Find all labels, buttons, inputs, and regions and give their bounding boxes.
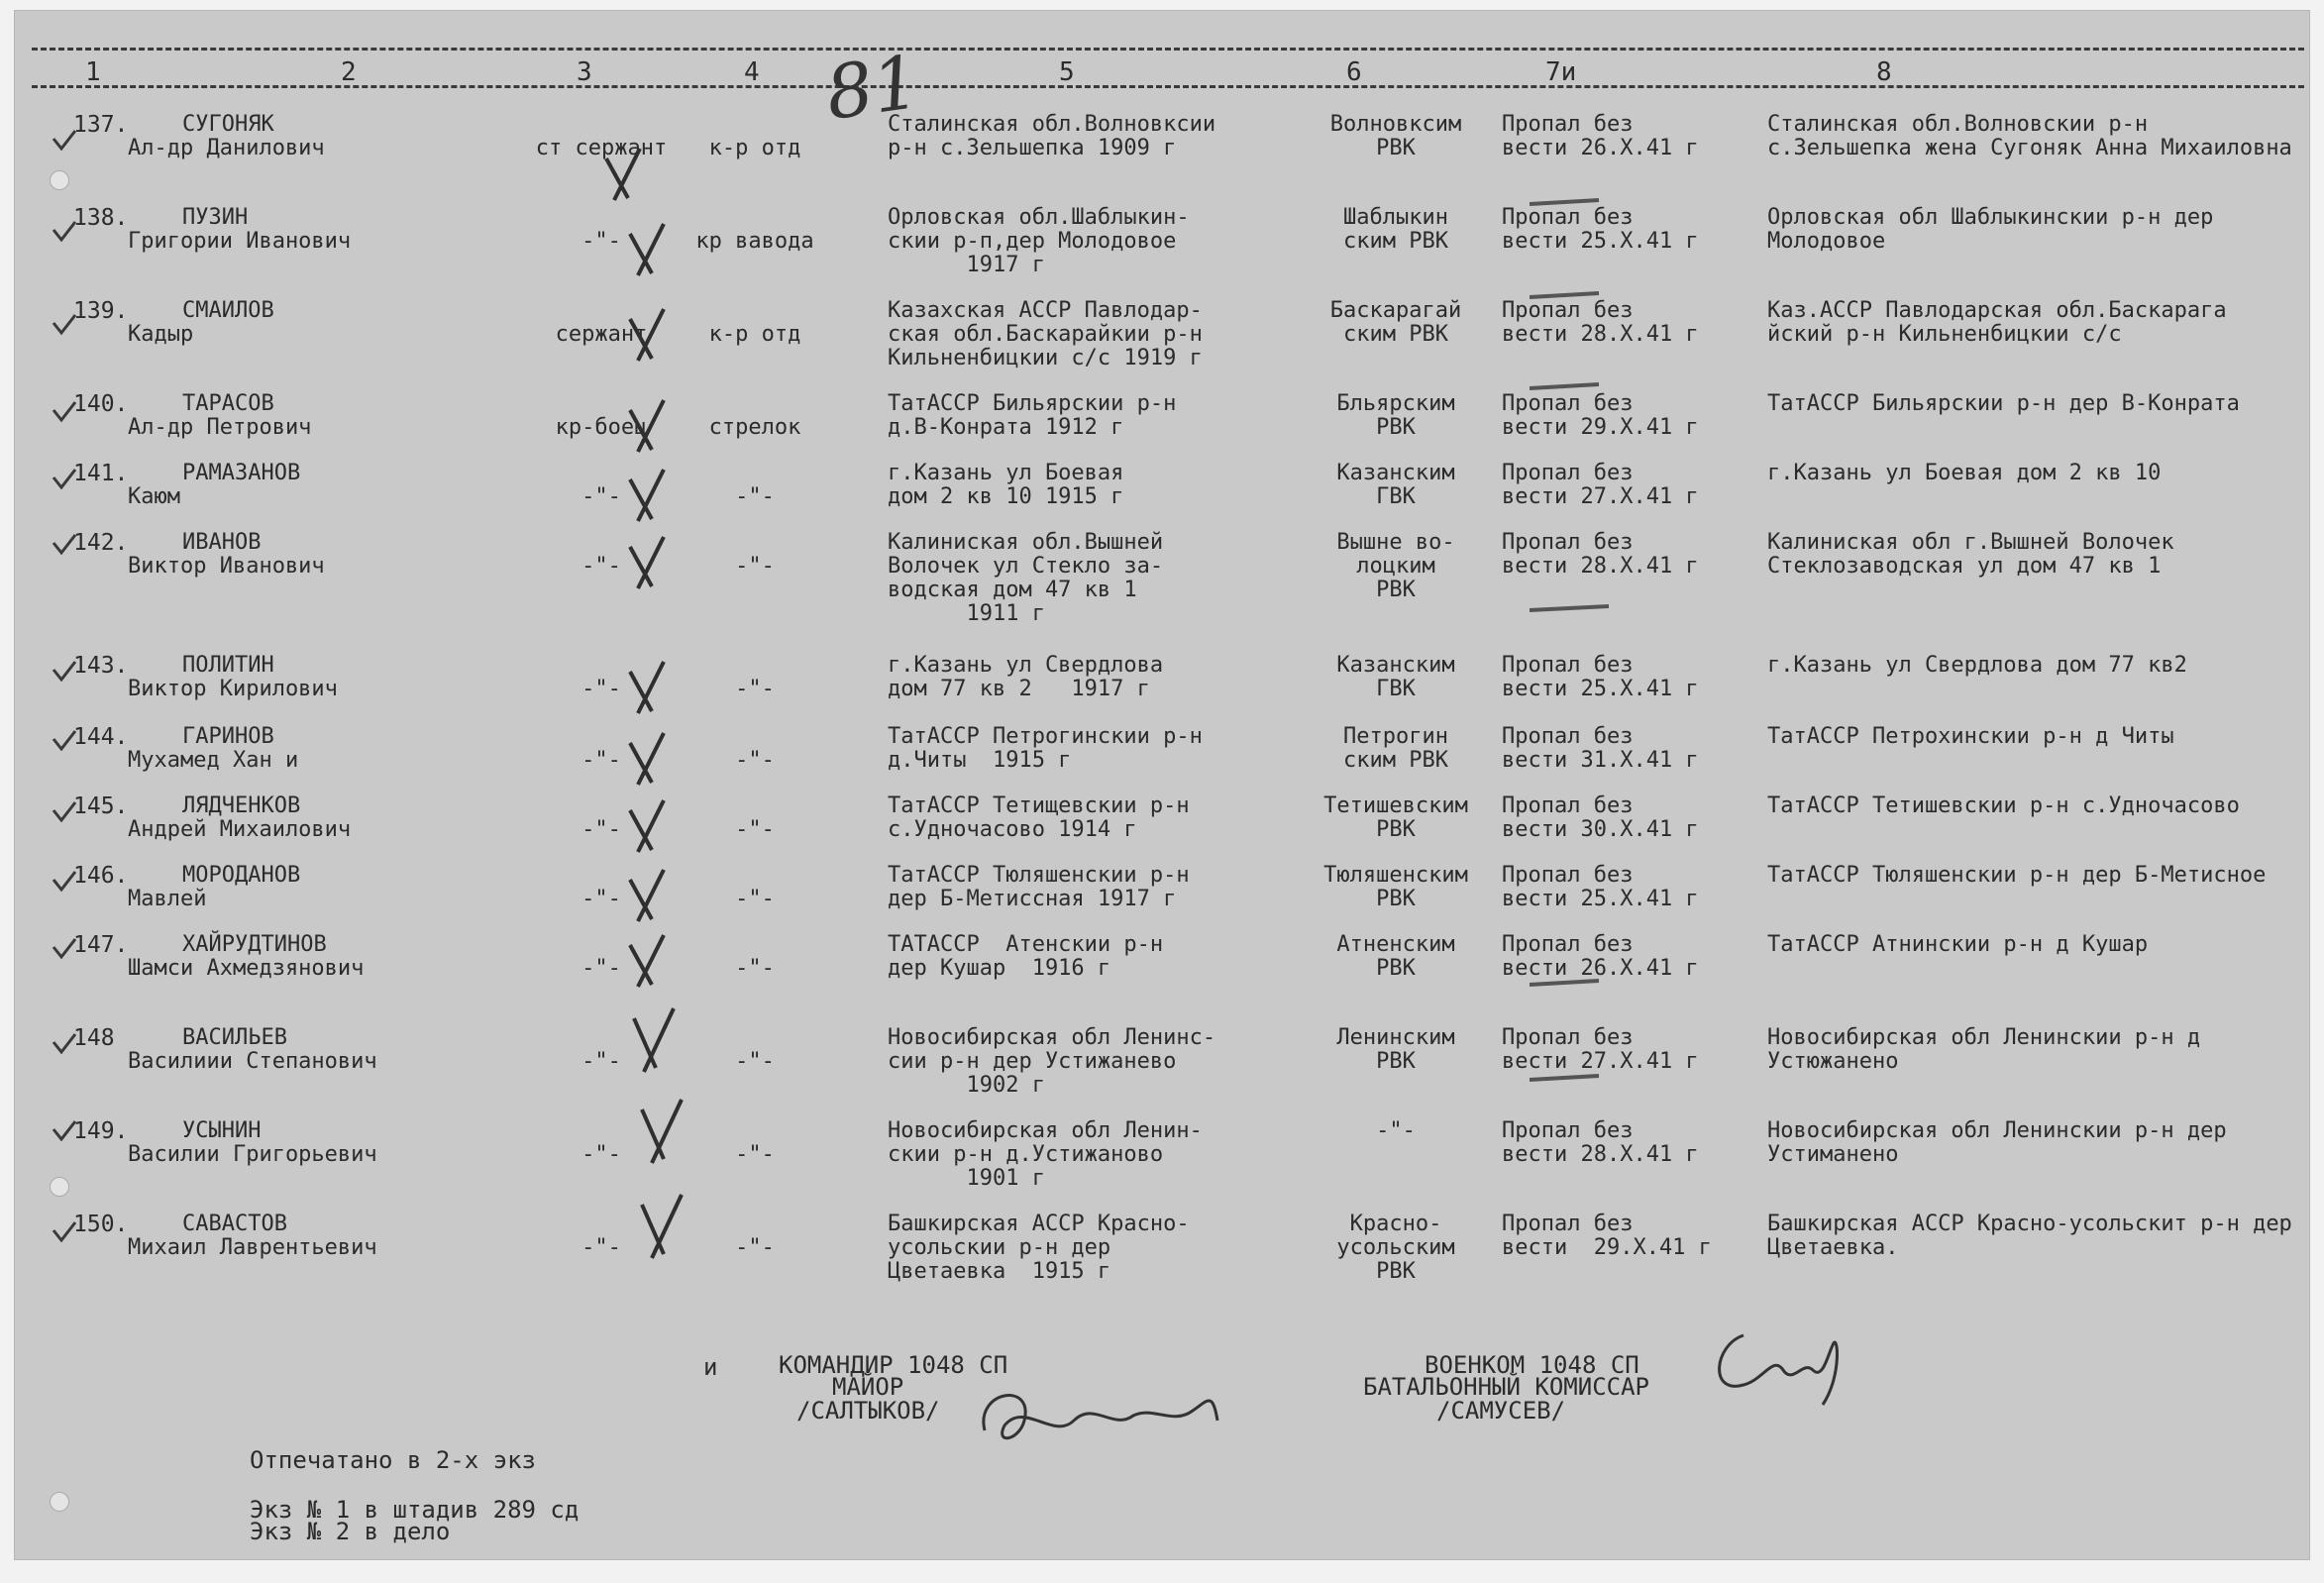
draft-office: Ленинским РВК [1336,1025,1455,1074]
draft-office: Тетишевским РВК [1323,793,1468,842]
relative-address: Новосибирская обл Ленинскии р-н дер Устиманено [1767,1118,2227,1167]
birth-place: г.Казань ул Боевая дом 2 кв 10 1915 г [888,461,1124,509]
record-number: 143. [73,653,129,679]
record-number: 138. [73,205,129,231]
commander-title: КОМАНДИР 1048 СП [779,1351,1008,1379]
check-mark [53,131,75,149]
position: к-р отд [708,322,801,347]
rank: -"- [581,748,621,773]
fate: Пропал без вести 25.X.41 г [1502,863,1699,911]
cross-mark [630,733,664,785]
given-name: Мавлей [128,887,207,911]
handwritten-page-mark: 81 [820,39,925,138]
cross-mark [642,1100,682,1163]
fate: Пропал без вести 28.X.41 г [1502,530,1699,579]
check-mark [53,222,75,240]
check-mark [53,1034,75,1052]
cross-mark [630,935,664,987]
check-mark [53,731,75,749]
rank: -"- [581,484,621,509]
column-header: 7и [1545,57,1577,87]
cross-mark [630,470,664,521]
copies-note: Отпечатано в 2-х экз [250,1446,536,1474]
surname: СУГОНЯК [182,112,274,137]
fate: Пропал без вести 29.X.41 г [1502,1212,1712,1260]
draft-office: Баскарагай ским РВК [1329,298,1462,347]
cross-mark [630,309,664,361]
position: -"- [735,887,775,911]
fate: Пропал без вести 27.X.41 г [1502,461,1699,509]
relative-address: г.Казань ул Свердлова дом 77 кв2 [1767,653,2187,678]
relative-address: г.Казань ул Боевая дом 2 кв 10 [1767,461,2162,485]
draft-office: Красно- усольским РВК [1336,1212,1455,1284]
rank: -"- [581,677,621,701]
relative-address: Калиниская обл г.Вышней Волочек Стеклозаводская ул дом 47 кв 1 [1767,530,2174,579]
cross-mark [630,800,664,852]
draft-office: Атненским РВК [1336,932,1455,981]
given-name: Григории Иванович [128,229,352,254]
birth-place: ТатАССР Бильярскии р-н д.В-Конрата 1912 г [888,391,1177,440]
given-name: Ал-др Петрович [128,415,312,440]
surname: ЛЯДЧЕНКОВ [182,793,301,818]
rank: -"- [581,554,621,579]
surname: ТАРАСОВ [182,391,274,416]
fate: Пропал без вести 25.X.41 г [1502,205,1699,254]
draft-office: Бльярским РВК [1336,391,1455,440]
cross-mark [634,1008,674,1072]
rank: -"- [581,1049,621,1074]
surname: САВАСТОВ [182,1212,287,1236]
surname: РАМАЗАНОВ [182,461,301,485]
column-header: 4 [744,57,760,87]
record-number: 137. [73,112,129,138]
check-mark [53,402,75,420]
column-header: 5 [1059,57,1075,87]
given-name: Андрей Михаилович [128,817,352,842]
commissar-rank: БАТАЛЬОННЫЙ КОМИССАР [1363,1373,1649,1401]
check-mark [53,1222,75,1240]
draft-office: Вышне во- лоцким РВК [1336,530,1455,602]
position: к-р отд [708,136,801,160]
punch-hole [50,170,69,190]
fate: Пропал без вести 26.X.41 г [1502,112,1699,160]
given-name: Василии Григорьевич [128,1142,377,1167]
birth-place: ТатАССР Петрогинскии р-н д.Читы 1915 г [888,724,1203,773]
rank: -"- [581,1142,621,1167]
check-mark [53,662,75,680]
position: -"- [735,1235,775,1260]
given-name: Михаил Лаврентьевич [128,1235,377,1260]
surname: ИВАНОВ [182,530,262,555]
position: кр вавода [695,229,814,254]
cross-mark [630,400,664,452]
record-number: 139. [73,298,129,324]
copy-1-note: Экз № 1 в штадив 289 сд [250,1496,580,1524]
cross-mark [642,1195,682,1258]
column-header: 2 [341,57,357,87]
commander-rank: МАЙОР [832,1373,904,1401]
commissar-title: ВОЕНКОМ 1048 СП [1425,1351,1639,1379]
rank: -"- [581,229,621,254]
relative-address: ТатАССР Тетишевскии р-н с.Удночасово [1767,793,2240,818]
given-name: Василиии Степанович [128,1049,377,1074]
given-name: Виктор Иванович [128,554,325,579]
commissar-signature [1704,1316,1862,1425]
relative-address: ТатАССР Бильярскии р-н дер В-Конрата [1767,391,2240,416]
surname: ХАЙРУДТИНОВ [182,932,327,957]
fate: Пропал без вести 26.X.41 г [1502,932,1699,981]
birth-place: Новосибирская обл Ленинс- сии р-н дер Устижанево 1902 г [888,1025,1216,1098]
check-mark [53,470,75,487]
position: -"- [735,677,775,701]
cross-mark [630,870,664,921]
record-number: 141. [73,461,129,486]
fate: Пропал без вести 29.X.41 г [1502,391,1699,440]
rank: сержант [555,322,648,347]
position: -"- [735,1142,775,1167]
fate: Пропал без вести 31.X.41 г [1502,724,1699,773]
relative-address: Сталинская обл.Волновскии р-н с.Зельшепка жена Сугоняк Анна Михаиловна [1767,112,2292,160]
record-number: 148 [73,1025,115,1051]
record-number: 147. [73,932,129,958]
position: -"- [735,484,775,509]
check-mark [53,802,75,820]
birth-place: г.Казань ул Свердлова дом 77 кв 2 1917 г [888,653,1164,701]
birth-place: Казахская АССР Павлодар- ская обл.Баскарайкии р-н Кильненбицкии с/с 1919 г [888,298,1203,370]
birth-place: Новосибирская обл Ленин- скии р-н д.Устижаново 1901 г [888,1118,1203,1191]
relative-address: Башкирская АССР Красно-усольскит р-н дер Цветаевка. [1767,1212,2292,1260]
document-sheet [14,10,2310,1560]
cross-mark [606,149,640,200]
position: -"- [735,817,775,842]
relative-address: Каз.АССР Павлодарская обл.Баскарага йский р-н Кильненбицкии с/с [1767,298,2227,347]
cross-mark [630,537,664,588]
surname: ПУЗИН [182,205,249,230]
record-number: 144. [73,724,129,750]
position: -"- [735,1049,775,1074]
fate: Пропал без вести 27.X.41 г [1502,1025,1699,1074]
rank: -"- [581,956,621,981]
relative-address: ТатАССР Атнинскии р-н д Кушар [1767,932,2149,957]
commissar-name: /САМУСЕВ/ [1436,1397,1566,1425]
punch-hole [50,1177,69,1197]
given-name: Виктор Кирилович [128,677,338,701]
surname: ГАРИНОВ [182,724,274,749]
record-number: 146. [73,863,129,889]
position: -"- [735,748,775,773]
draft-office: Шаблыкин ским РВК [1343,205,1448,254]
position: -"- [735,554,775,579]
position: стрелок [708,415,801,440]
rank: -"- [581,1235,621,1260]
punch-hole [50,1492,69,1512]
handwritten-check-marks [14,10,2310,1401]
commander-name: /САЛТЫКОВ/ [796,1397,940,1425]
draft-office: Волновксим РВК [1329,112,1462,160]
relative-address: Орловская обл Шаблыкинскии р-н дер Молодовое [1767,205,2214,254]
surname: МОРОДАНОВ [182,863,301,888]
cross-mark [630,224,664,275]
birth-place: ТатАССР Тетищевскии р-н с.Удночасово 1914 г [888,793,1190,842]
draft-office: Казанским ГВК [1336,461,1455,509]
rank: ст сержант [535,136,668,160]
check-mark [53,939,75,957]
birth-place: Калиниская обл.Вышней Волочек ул Стекло за- водская дом 47 кв 1 1911 г [888,530,1164,626]
draft-office: Петрогин ским РВК [1343,724,1448,773]
surname: ПОЛИТИН [182,653,274,678]
rank: кр-боец [555,415,648,440]
birth-place: Башкирская АССР Красно- усольскии р-н дер Цветаевка 1915 г [888,1212,1190,1284]
rank: -"- [581,817,621,842]
given-name: Каюм [128,484,180,509]
check-mark [53,535,75,553]
position: -"- [735,956,775,981]
column-header: 1 [85,57,101,87]
column-header: 8 [1876,57,1892,87]
birth-place: ТатАССР Тюляшенскии р-н дер Б-Метиссная 1917 г [888,863,1190,911]
stray-letter: и [703,1353,718,1381]
record-number: 140. [73,391,129,417]
record-number: 149. [73,1118,129,1144]
copy-2-note: Экз № 2 в дело [250,1518,451,1545]
relative-address: Новосибирская обл Ленинскии р-н д Устюжанено [1767,1025,2201,1074]
given-name: Кадыр [128,322,194,347]
draft-office: Тюляшенским РВК [1323,863,1468,911]
surname: ВАСИЛЬЕВ [182,1025,287,1050]
check-mark [53,1121,75,1139]
given-name: Шамси Ахмедзянович [128,956,365,981]
relative-address: ТатАССР Петрохинскии р-н д Читы [1767,724,2174,749]
record-number: 142. [73,530,129,556]
rank: -"- [581,887,621,911]
fate: Пропал без вести 25.X.41 г [1502,653,1699,701]
check-mark [53,315,75,333]
surname: СМАИЛОВ [182,298,274,323]
record-number: 145. [73,793,129,819]
fate: Пропал без вести 30.X.41 г [1502,793,1699,842]
relative-address: ТатАССР Тюляшенскии р-н дер Б-Метисное [1767,863,2267,888]
fate: Пропал без вести 28.X.41 г [1502,1118,1699,1167]
birth-place: Орловская обл.Шаблыкин- скии р-п,дер Молодовое 1917 г [888,205,1190,277]
column-header: 3 [577,57,592,87]
birth-place: ТАТАССР Атенскии р-н дер Кушар 1916 г [888,932,1164,981]
record-number: 150. [73,1212,129,1237]
surname: УСЫНИН [182,1118,262,1143]
check-mark [53,872,75,890]
birth-place: Сталинская обл.Волновксии р-н с.Зельшепка 1909 г [888,112,1216,160]
given-name: Мухамед Хан и [128,748,299,773]
given-name: Ал-др Данилович [128,136,325,160]
fate: Пропал без вести 28.X.41 г [1502,298,1699,347]
draft-office: -"- [1376,1118,1416,1143]
commander-signature [965,1371,1262,1460]
cross-mark [630,662,664,713]
column-header: 6 [1346,57,1362,87]
draft-office: Казанским ГВК [1336,653,1455,701]
